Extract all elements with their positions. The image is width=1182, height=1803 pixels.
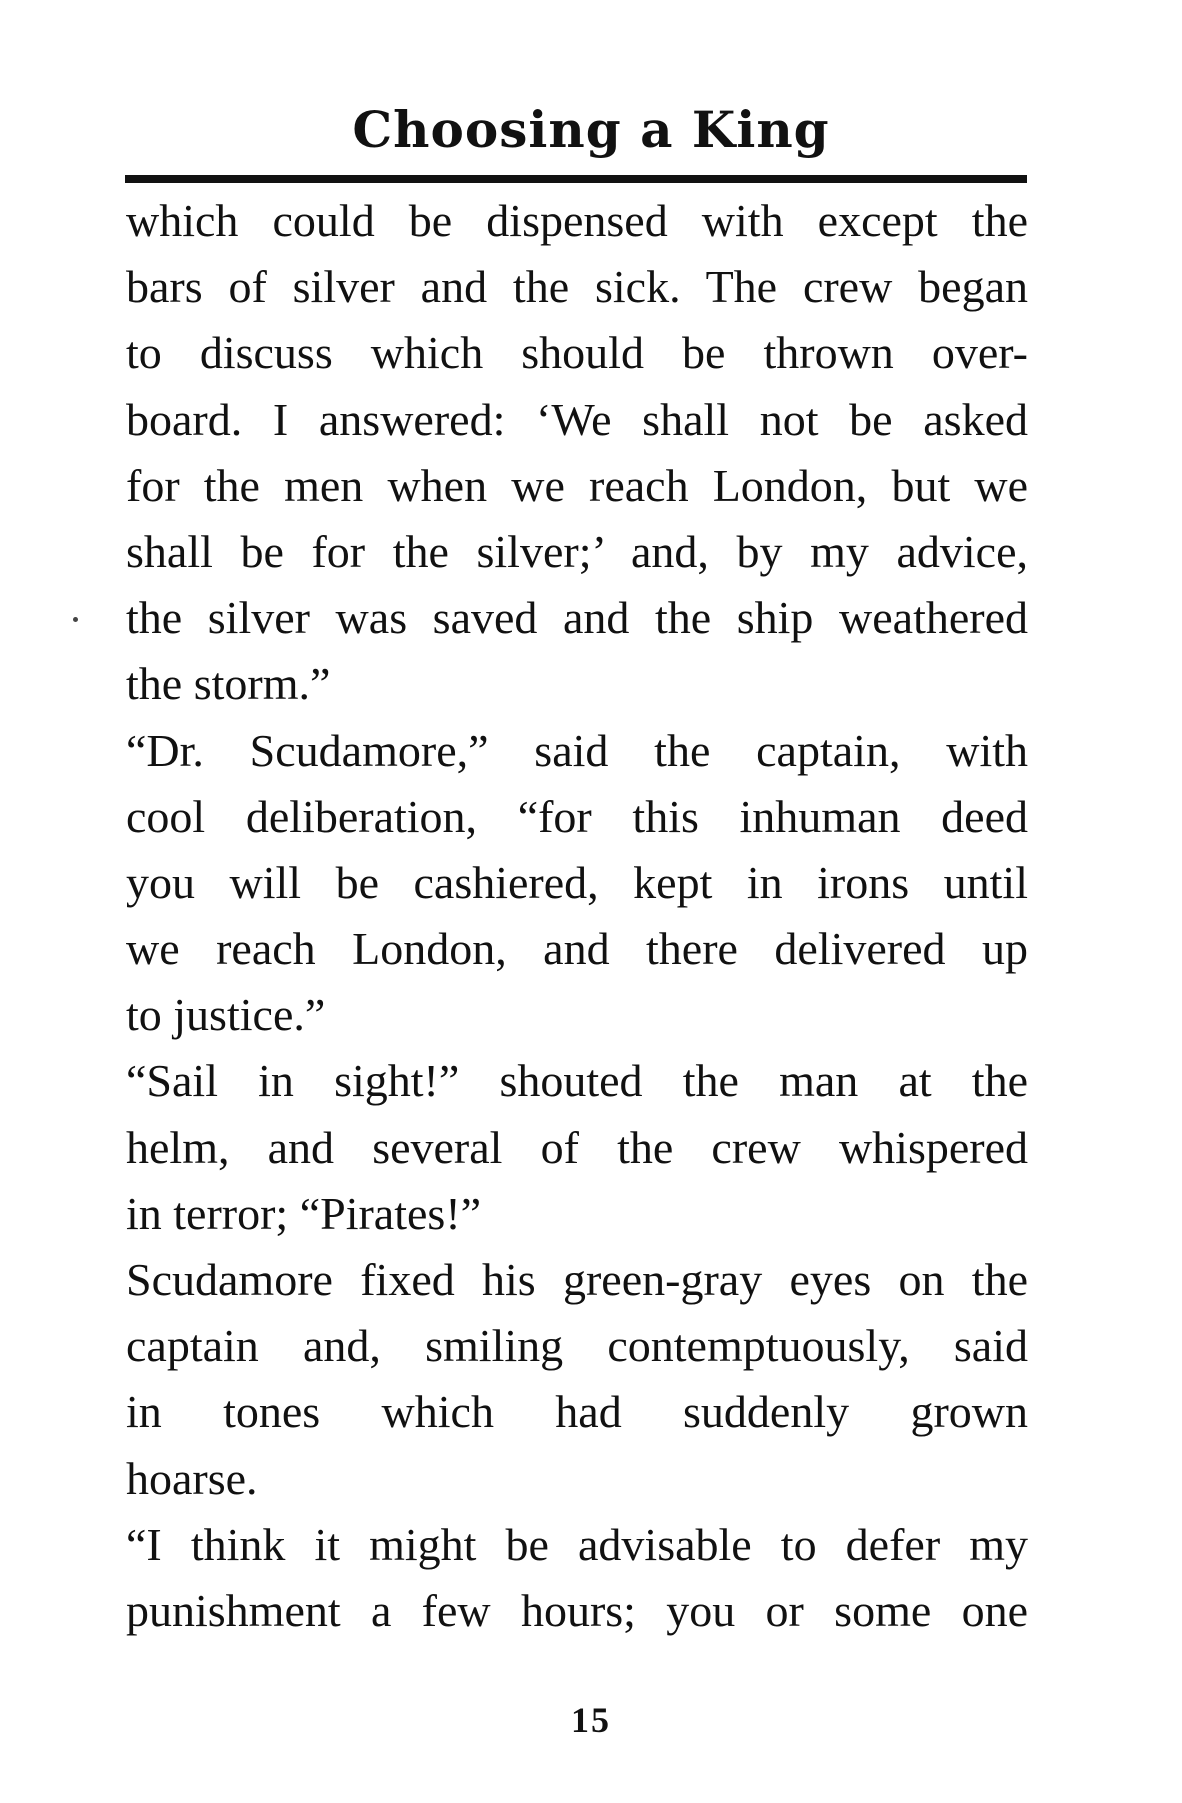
text-line: helm, and several of the crew whispered xyxy=(126,1121,1028,1173)
text-line: to justice.” xyxy=(126,989,326,1041)
text-line: “I think it might be advisable to defer my xyxy=(126,1518,1028,1570)
text-line: shall be for the silver;’ and, by my advice, xyxy=(126,525,1028,577)
text-line: hoarse. xyxy=(126,1452,258,1504)
text-line: to discuss which should be thrown over- xyxy=(126,327,1028,379)
text-line: which could be dispensed with except the xyxy=(126,195,1028,246)
text-line: cool deliberation, “for this inhuman deed xyxy=(126,790,1028,842)
text-line: in terror; “Pirates!” xyxy=(126,1187,482,1239)
text-line: Scudamore fixed his green-gray eyes on the xyxy=(126,1254,1028,1305)
page-number: 15 xyxy=(571,1700,611,1740)
running-title: Choosing a King xyxy=(352,100,830,159)
text-line: punishment a few hours; you or some one xyxy=(126,1584,1028,1636)
text-line: in tones which had suddenly grown xyxy=(126,1386,1028,1438)
text-line: you will be cashiered, kept in irons until xyxy=(126,856,1028,908)
text-line: the silver was saved and the ship weathered xyxy=(126,592,1028,644)
print-speck xyxy=(73,617,78,622)
header-rule xyxy=(125,175,1027,183)
text-line: we reach London, and there delivered up xyxy=(126,923,1028,975)
text-line: the storm.” xyxy=(126,658,331,710)
text-line: captain and, smiling contemptuously, said xyxy=(126,1320,1028,1372)
body-text xyxy=(126,188,1028,1644)
text-line: “Dr. Scudamore,” said the captain, with xyxy=(126,724,1028,776)
text-line: “Sail in sight!” shouted the man at the xyxy=(126,1055,1028,1107)
text-line: bars of silver and the sick. The crew began xyxy=(126,261,1028,313)
text-line: for the men when we reach London, but we xyxy=(126,459,1028,511)
text-line: board. I answered: ‘We shall not be asked xyxy=(126,393,1028,445)
